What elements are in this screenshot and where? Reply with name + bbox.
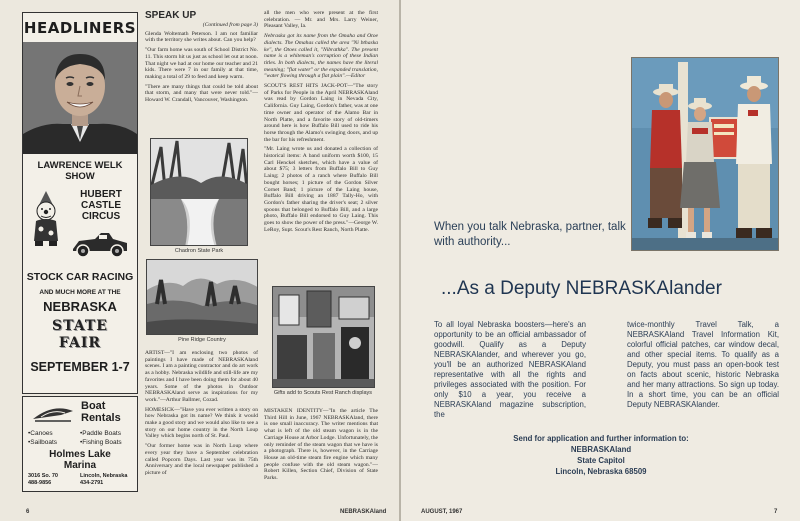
boat-options: •Canoes •Paddle Boats •Sailboats •Fishing Boats xyxy=(28,430,122,446)
left-page-number: 6 xyxy=(26,509,30,515)
scouts-rest-letter: SCOUT'S REST HITS JACK-POT—"The story of Parks for People in the April NEBRASKAland was read by Gordon Laing in Nevada City, California. Guy Laing, Gordon's father, was at one time owner and operator of the Alamo Bar in North Platte, and a favorite story of old-timers around here is how Buffalo Bill used to ride his horse through the Alamo's swinging doors, and up the bar for his refreshment. xyxy=(264,83,378,143)
tagline: When you talk Nebraska, partner, talk with authority... xyxy=(434,221,626,248)
marina-name: Holmes Lake Marina xyxy=(49,449,111,471)
scouts-rest-letter-cont: "Mr. Laing wrote us and donated a collection of historical items: A band uniform worth $100, 15 Carl Henckel sketches, which have a value of about $75; 3 letters from Buffalo Bill to Guy Laing; 2 photos of a ranch where Buffalo Bill bought horses; 1 picture of the Gordon Silver Cornet Band; 1 picture of the Laing house, Buffalo Bill driving an 1887 Tally-Ho, with Gordon's father sharing the driver's seat; 2 silver spoons that belonged to Buffalo Bill, and a large photo, Buffalo Bill endorsed to Guy Laing. This goes to show the power of the press."—George W. LeRoy, Supt. Scout's Rest Ranch, North Platte. xyxy=(264,146,378,233)
right-page xyxy=(401,0,800,521)
deputy-title: ...As a Deputy NEBRASKAlander xyxy=(441,278,722,299)
boat-rentals-title: Boat Rentals xyxy=(81,400,121,424)
sailboat-icon xyxy=(31,401,75,423)
pine-ridge-painting xyxy=(146,259,258,335)
boat-rentals-ad xyxy=(22,396,138,492)
state-fair-label xyxy=(23,318,137,352)
speak-up-heading: SPEAK UP xyxy=(145,10,197,21)
fair-dates: SEPTEMBER 1-7 xyxy=(30,360,130,374)
lawrence-welk-portrait xyxy=(23,42,137,154)
circus-block xyxy=(23,185,137,269)
body-column-2: twice-monthly Travel Talk, a NEBRASKAland Travel Information Kit, colorful official patches, car window decal, and other special items. To qualify as a Deputy, you must pass an open-book test on facts about scenic, historic Nebraska and her many attractions. So sign up today. In a short time, you can be an official Deputy NEBRASKAlander. xyxy=(627,320,779,409)
race-car-icon xyxy=(69,229,131,259)
state-word: STATE xyxy=(52,318,108,334)
continued-note: (Continued from page 3) xyxy=(202,22,258,28)
speak-up-column xyxy=(145,10,258,107)
letter-paragraph: "Our farm home was south of School District No. 11. This storm hit us just as school let out at noon. That night we had at our home our teacher and 21 kids. There were 7 in our family at that time, making a total of 29 to feed and keep warm. xyxy=(145,47,258,80)
headliners-heading: HEADLINERS xyxy=(23,19,137,37)
clown-icon xyxy=(31,191,61,247)
state-fair-ad xyxy=(22,12,138,394)
letter-paragraph: all the men who were present at the first celebration. — Mr. and Mrs. Larry Weiner, Pleasant Valley, Ia. xyxy=(264,10,378,30)
chadron-caption: Chadron State Park xyxy=(174,248,224,254)
stock-car-label: STOCK CAR RACING xyxy=(26,271,134,283)
gifts-caption: Gifts add to Scouts Rest Ranch displays xyxy=(273,390,373,396)
marina-address: 3016 So. 70 Lincoln, Nebraska 488-9856 434-2791 xyxy=(28,473,128,486)
left-page xyxy=(0,0,399,521)
mistaken-identity-letter: MISTAKEN IDENTITY—"In the article The Third Hill in June, 1967 NEBRASKAland, there is one small inaccuracy. The writer mentions that what is left of the old steam wagon is in the Carriage House at Arbor Lodge. Unfortunately, the only reminder of the steam wagon that we have is a photograph. There is, however, in the Carriage House an old-time steam fire engine which many people confuse with the old steam wagon."—Robert Killen, Section Chief, Division of State Parks. xyxy=(264,408,378,482)
right-page-number: 7 xyxy=(774,509,778,515)
send-address xyxy=(481,433,721,477)
editor-note: Nebraska got its name from the Omaha and Otoe dialects. The Omahas called the area "Ni bthaska ke", the Otoes called it, "Nibrathka". The present name is a whiteman's corruption of these Indian titles. In both dialects, the names have the literal meaning; "flat water" or the expanded translation, "water flowing through a flat plain".—Editor xyxy=(264,33,378,80)
address-line: State Capitol xyxy=(577,456,625,465)
left-footer-magazine: NEBRASKAland xyxy=(340,509,387,515)
address-line: NEBRASKAland xyxy=(570,445,632,454)
scouts-rest-photo xyxy=(272,286,375,388)
pine-ridge-caption: Pine Ridge Country xyxy=(178,337,226,343)
address-line: Lincoln, Nebraska 68509 xyxy=(555,467,647,476)
homesick-letter: HOMESICK—"Have you ever written a story on how Nebraska got its name? We think it would make a good story and we would also like to see a story on our home country in the North Loup Valley which begins north of St. Paul. xyxy=(145,406,258,440)
deputy-photo xyxy=(631,57,779,251)
and-more-label: AND MUCH MORE AT THE xyxy=(39,289,121,296)
lawrence-welk-show-label: LAWRENCE WELK SHOW xyxy=(37,160,123,182)
send-heading: Send for application and further information to: xyxy=(513,434,689,443)
letter-paragraph: "There are many things that could be told about that storm, and many that were never told."—Howard W. Crandall, Vancouver, Washington. xyxy=(145,83,258,104)
artist-homesick-column xyxy=(145,350,258,480)
letter-paragraph: Glenda Woltemath Peterson. I am not familiar with the territory she writes about. Can you help? xyxy=(145,30,258,44)
homesick-letter-cont: "Our former home was in North Loup where every year they have a September celebration called Popcorn Days. Last year was its 75th Anniversary and the local newspaper published a picture of xyxy=(145,443,258,476)
scouts-rest-column xyxy=(264,10,378,237)
artist-letter: ARTIST—"I am enclosing two photos of paintings I have made of NEBRASKAland scenes. I am a painting contractor and do art work as a hobby. Nebraska wildlife and still-life are my favorites and I have been doing them for about 40 years. Some of the photos in Outdoor NEBRASKAland serve as inspirations for my work."—Arthur Ballmer, Cozad. xyxy=(145,350,258,403)
chadron-painting xyxy=(150,138,248,246)
right-footer-date: AUGUST, 1967 xyxy=(421,509,463,515)
circus-label: HUBERT CASTLE CIRCUS xyxy=(80,189,122,222)
mistaken-identity-column xyxy=(264,408,378,485)
body-column-1: To all loyal Nebraska boosters—here's an opportunity to be an official ambassador of goodwill. Qualify as a Deputy NEBRASKAlander, and wherever you go, you'll be an authorized NEBRASKAland representative with all the rights and privileges associated with the position. For only $10 a year, you receive a NEBRASKAland magazine subscription, the xyxy=(434,320,586,419)
fair-word: FAIR xyxy=(58,335,102,351)
nebraska-label: NEBRASKA xyxy=(43,299,117,314)
